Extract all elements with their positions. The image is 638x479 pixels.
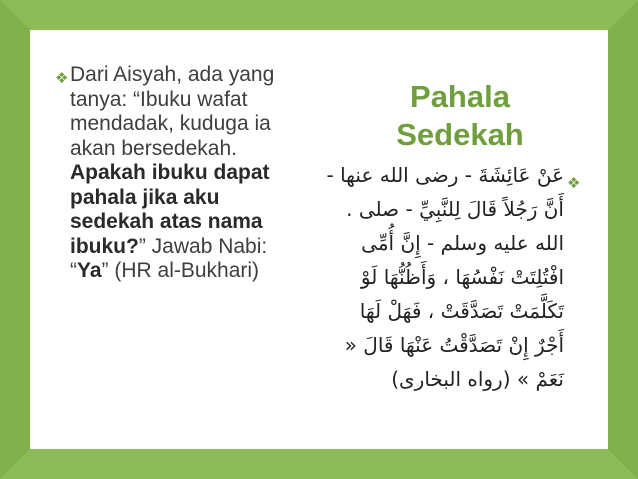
answer-prefix: Jawab Nabi: “ [70,234,268,282]
arabic-hadith-text [320,158,564,396]
title-line-1: Pahala [410,79,510,114]
arabic-line: تَكَلَّمَتْ تَصَدَّقَتْ ، فَهَلْ لَهَا [359,299,564,323]
arabic-line: افْتُلِتَتْ نَفْسُهَا ، وَأَظُنُّهَا لَوْ [360,265,564,289]
answer-word: Ya [77,259,102,282]
translation-intro: Dari Aisyah, ada yang tanya: “Ibuku wafat mendadak, kuduga ia akan bersedekah. [70,63,275,160]
arabic-line: عَنْ عَائِشَةَ - رضى الله عنها - [326,163,564,187]
title-line-2: Sedekah [396,117,524,152]
arabic-line: نَعَمْ » (رواه البخارى) [391,367,564,391]
closing-quote: ” [138,234,146,258]
arabic-line: أَنَّ رَجُلاً قَالَ لِلنَّبِيِّ - صلى . [346,197,564,221]
left-column [55,63,298,284]
hadith-translation [58,63,298,284]
translation-question: Apakah ibuku dapat pahala jika aku sedekah atas nama ibuku? [70,161,270,258]
diamond-bullet-icon: ❖ [55,70,69,87]
slide-title [340,78,580,154]
answer-source: ” (HR al-Bukhari) [101,259,260,282]
arabic-line: الله عليه وسلم - إِنَّ أُمِّى [361,231,564,255]
arabic-line: أَجْرٌ إِنْ تَصَدَّقْتُ عَنْهَا قَالَ « [344,333,564,357]
diamond-bullet-icon: ❖ [567,175,581,192]
